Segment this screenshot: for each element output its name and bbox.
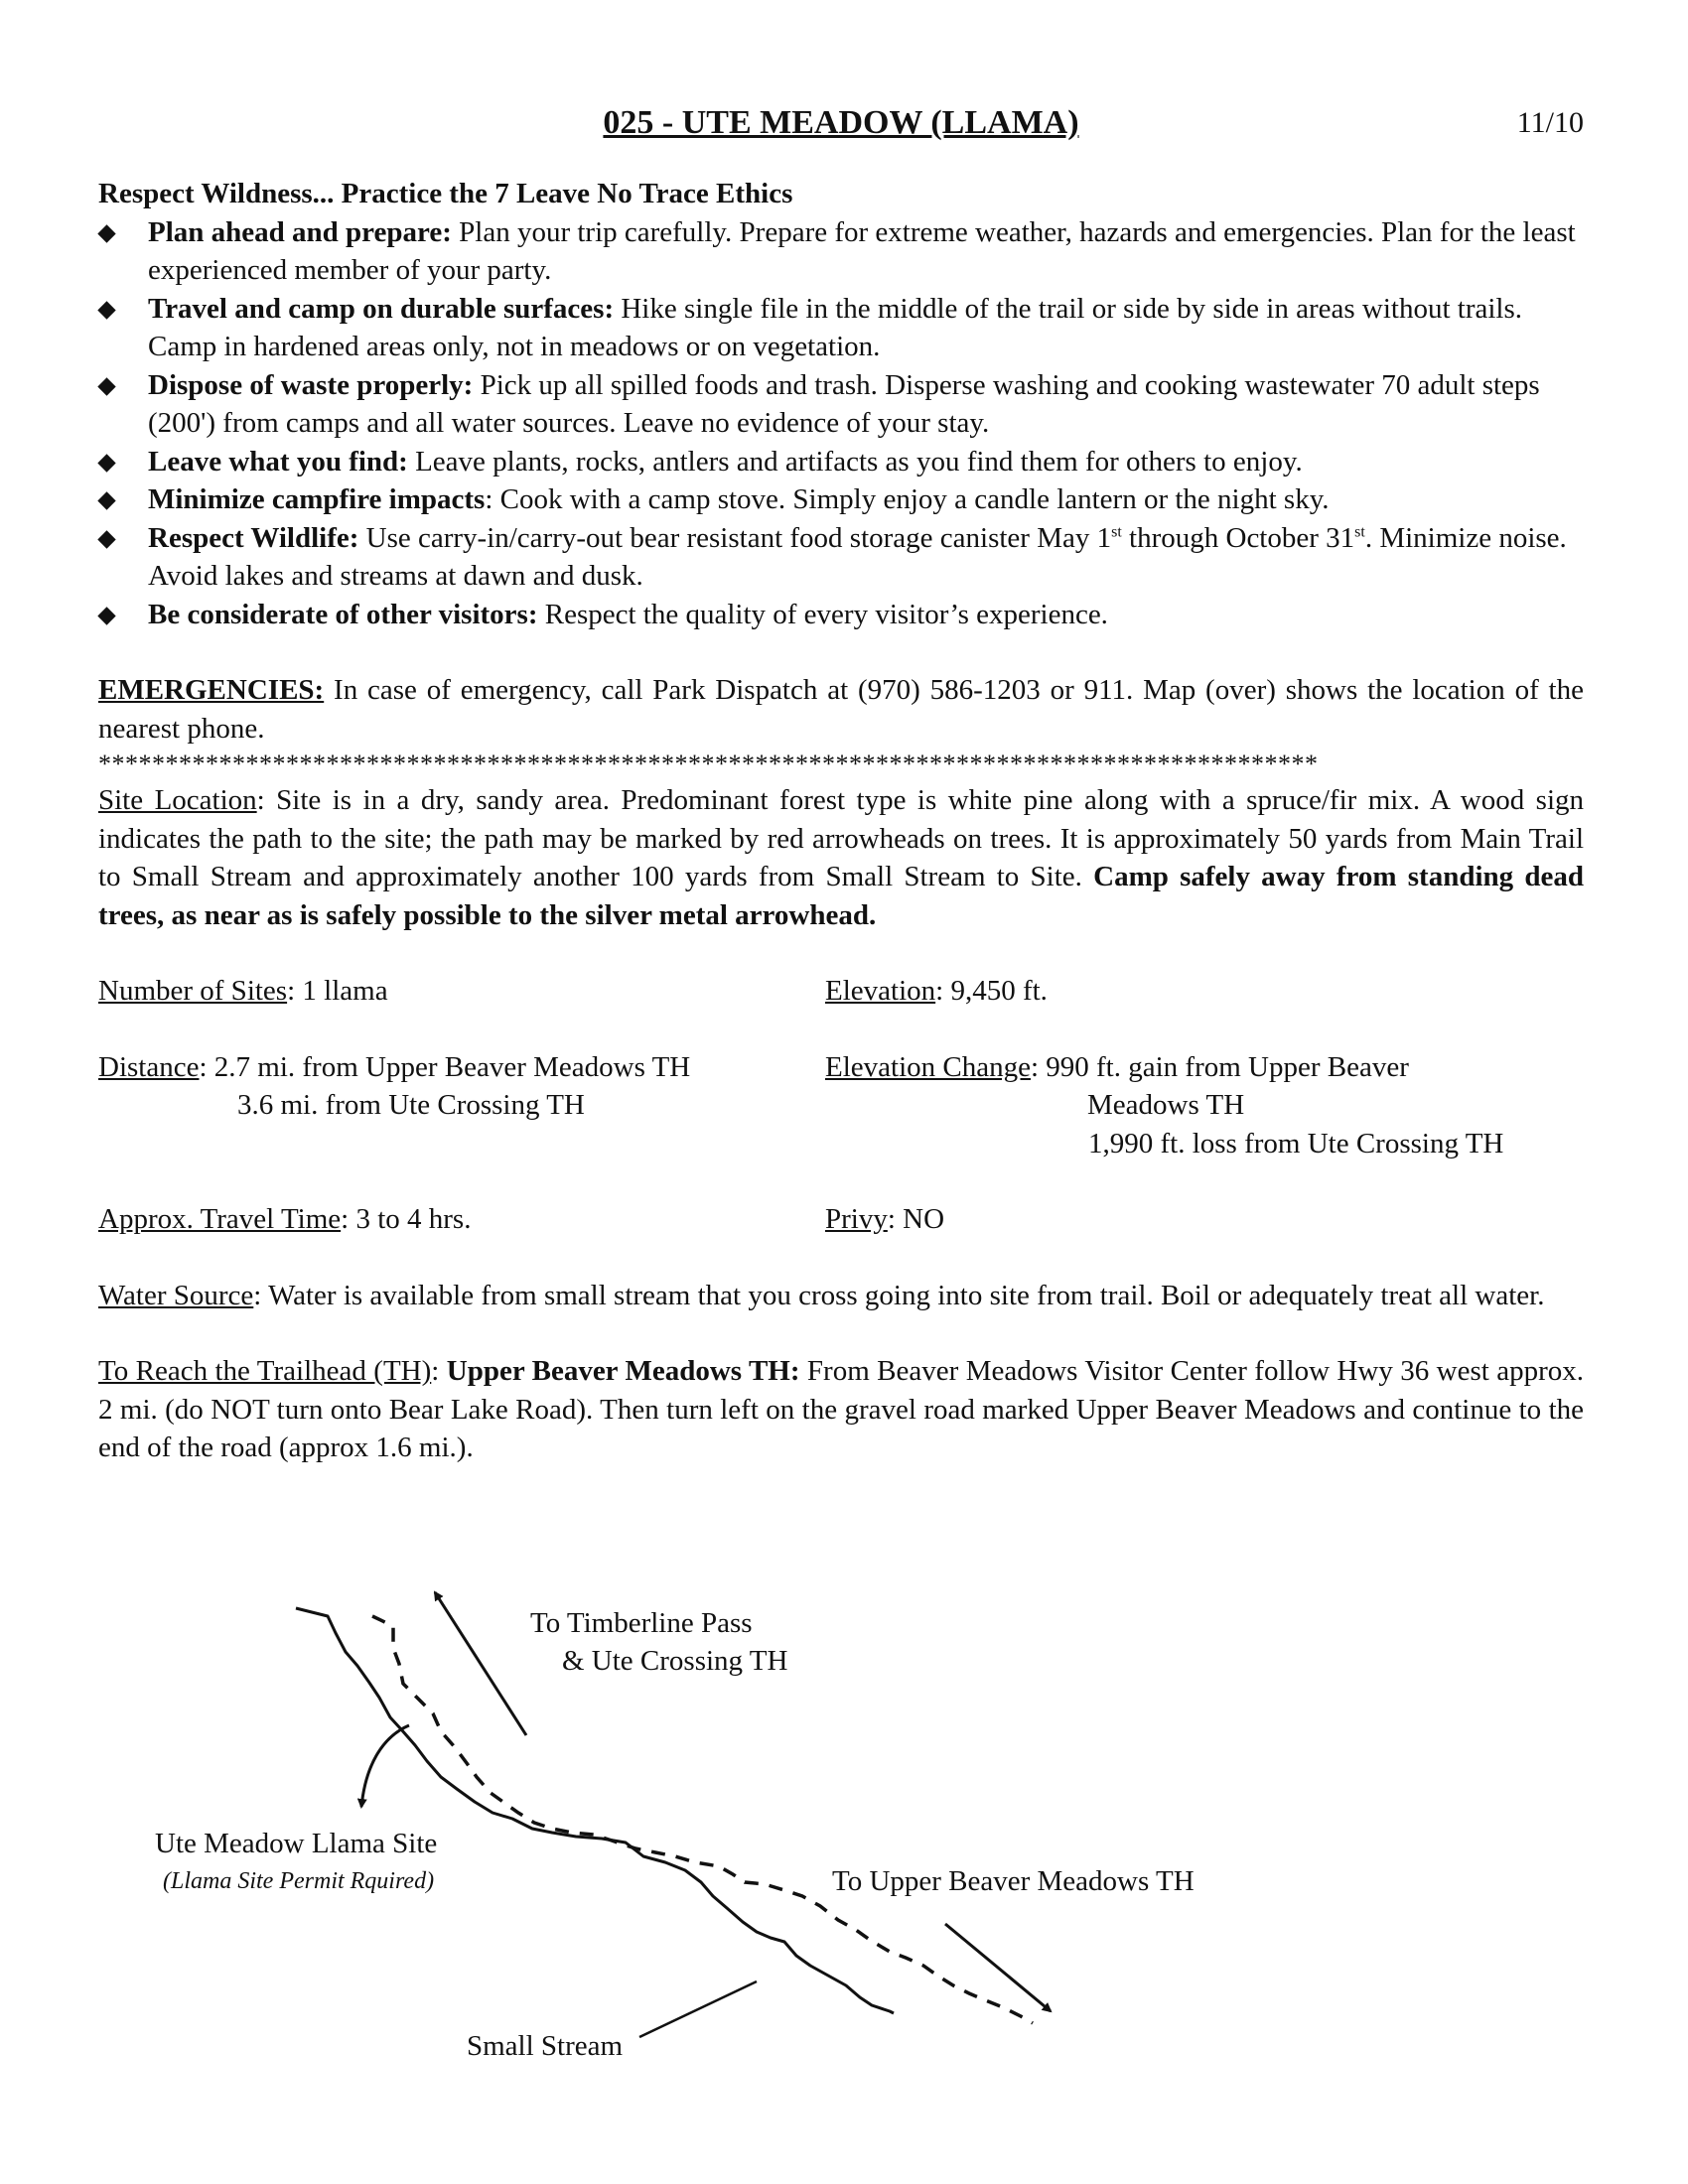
elevation-fact — [825, 972, 1580, 1011]
revision-date: 11/10 — [1516, 106, 1584, 139]
document-page — [98, 99, 1584, 1467]
page-title: 025 - UTE MEADOW (LLAMA) — [603, 104, 1079, 141]
sites-value: : 1 llama — [287, 975, 388, 1007]
arrow-to-timberline — [435, 1592, 526, 1735]
lnt-item — [98, 519, 1584, 596]
site-path-line — [361, 1725, 409, 1807]
distance-fact — [98, 1048, 825, 1163]
distance-value-2: 3.6 mi. from Ute Crossing TH — [237, 1089, 585, 1121]
distance-value: : 2.7 mi. from Upper Beaver Meadows TH — [199, 1050, 691, 1083]
distance-label: Distance — [98, 1050, 200, 1083]
bullet-diamond-icon — [97, 530, 115, 548]
lnt-heading: Respect Wildness... Practice the 7 Leave No Trace Ethics — [98, 178, 793, 209]
trailhead-label: To Reach the Trailhead (TH) — [98, 1355, 432, 1387]
lnt-list — [98, 213, 1584, 634]
lnt-item-label: Minimize campfire impacts — [148, 483, 486, 515]
superscript: st — [1111, 522, 1122, 540]
lnt-item-text: Use carry-in/carry-out bear resistant food storage canister May 1 — [358, 521, 1112, 554]
lnt-item-label: Travel and camp on durable surfaces: — [148, 292, 615, 325]
arrow-to-upper-beaver — [945, 1924, 1051, 2011]
privy-label: Privy — [825, 1203, 888, 1235]
map-label-upper-beaver: To Upper Beaver Meadows TH — [832, 1865, 1195, 1897]
bullet-diamond-icon — [97, 454, 115, 472]
separator-line: ******************************************************************************************* — [98, 750, 1319, 778]
lnt-item — [98, 290, 1584, 366]
lnt-item-text: : Cook with a camp stove. Simply enjoy a candle lantern or the night sky. — [485, 483, 1330, 515]
bullet-diamond-icon — [97, 607, 115, 624]
bullet-diamond-icon — [97, 301, 115, 319]
map-label-ute-crossing: & Ute Crossing TH — [562, 1645, 788, 1677]
elevation-change-value-2: 1,990 ft. loss from Ute Crossing TH — [1088, 1127, 1504, 1160]
superscript: st — [1354, 522, 1365, 540]
lnt-item — [98, 213, 1584, 290]
elevation-change-label: Elevation Change — [825, 1050, 1031, 1083]
lnt-item-label: Respect Wildlife: — [148, 521, 359, 554]
map-label-small-stream: Small Stream — [467, 2030, 624, 2062]
lnt-item-label: Dispose of waste properly: — [148, 368, 474, 401]
elevation-change-value-cont: Meadows TH — [1087, 1089, 1245, 1121]
trailhead-name: Upper Beaver Meadows TH: — [446, 1355, 800, 1387]
bullet-diamond-icon — [97, 491, 115, 509]
elevation-label: Elevation — [825, 975, 936, 1007]
lnt-item — [98, 443, 1584, 481]
emergencies-paragraph — [98, 671, 1584, 748]
lnt-item-text: . Minimize noise. Avoid lakes and streams at dawn and dusk. — [148, 521, 1567, 592]
map-label-timberline: To Timberline Pass — [530, 1607, 753, 1639]
travel-time-value: : 3 to 4 hrs. — [341, 1203, 472, 1235]
water-source-paragraph — [98, 1277, 1584, 1315]
site-location-text: : Site is in a dry, sandy area. Predominant forest type is white pine along with a spruce/fir mix. A wood sign indicates the path to the site; the path may be marked by red arrowheads on trees. It is approximately 50 yards from Main Trail to Small Stream and approximately another 100 yards from Small Stream to Site. — [98, 784, 1584, 892]
bullet-diamond-icon — [97, 377, 115, 395]
water-source-text: : Water is available from small stream that you cross going into site from trail. Boil or adequately treat all water. — [253, 1279, 1545, 1311]
lnt-item-text: Pick up all spilled foods and trash. Disperse washing and cooking wastewater 70 adult steps (200') from camps and all water sources. Leave no evidence of your stay. — [148, 368, 1540, 439]
travel-time-fact — [98, 1200, 825, 1239]
lnt-item-label: Plan ahead and prepare: — [148, 215, 452, 248]
site-location-paragraph — [98, 781, 1584, 934]
travel-time-label: Approx. Travel Time — [98, 1203, 342, 1235]
sites-fact — [98, 972, 825, 1011]
lnt-item-text: Leave plants, rocks, antlers and artifacts as you find them for others to enjoy. — [407, 445, 1303, 478]
lnt-item — [98, 366, 1584, 443]
trailhead-paragraph — [98, 1352, 1584, 1467]
site-location-label: Site Location — [98, 784, 257, 816]
header — [98, 99, 1584, 147]
site-facts-row — [98, 972, 1584, 1011]
bullet-diamond-icon — [97, 224, 115, 242]
lnt-item — [98, 596, 1584, 634]
lnt-item-text: Plan your trip carefully. Prepare for extreme weather, hazards and emergencies. Plan for the least experienced member of your party. — [148, 215, 1576, 286]
map-label-llama-site: Ute Meadow Llama Site — [155, 1828, 438, 1859]
lnt-item-label: Be considerate of other visitors: — [148, 598, 538, 630]
distance-facts-row — [98, 1048, 1584, 1163]
trailhead-text: From Beaver Meadows Visitor Center follow Hwy 36 west approx. 2 mi. (do NOT turn onto Bear Lake Road). Then turn left on the gravel road marked Upper Beaver Meadows and continue to the end of the road (approx 1.6 mi.). — [98, 1355, 1585, 1463]
lnt-item-text: Hike single file in the middle of the trail or side by side in areas without trails. Camp in hardened areas only, not in meadows or on vegetation. — [148, 292, 1523, 362]
lnt-item-label: Leave what you find: — [148, 445, 408, 478]
sites-label: Number of Sites — [98, 975, 288, 1007]
elevation-change-fact — [825, 1048, 1580, 1163]
trail-map — [0, 1569, 1688, 2085]
travel-facts-row — [98, 1200, 1584, 1239]
trailhead-colon: : — [431, 1355, 447, 1387]
small-stream-pointer — [639, 1981, 757, 2037]
emergencies-label: EMERGENCIES: — [98, 674, 325, 706]
lnt-item-text: through October 31 — [1121, 521, 1355, 554]
privy-fact — [825, 1200, 1580, 1239]
water-source-label: Water Source — [98, 1279, 254, 1311]
elevation-value: : 9,450 ft. — [935, 975, 1048, 1007]
emergencies-text: In case of emergency, call Park Dispatch at (970) 586-1203 or 911. Map (over) shows the location of the nearest phone. — [98, 674, 1584, 745]
lnt-item-text: Respect the quality of every visitor’s experience. — [537, 598, 1108, 630]
site-location-warning: Camp safely away from standing dead trees, as near as is safely possible to the silver metal arrowhead. — [98, 861, 1584, 931]
lnt-item — [98, 480, 1584, 519]
privy-value: : NO — [887, 1203, 945, 1235]
map-label-permit: (Llama Site Permit Rquired) — [163, 1868, 435, 1894]
elevation-change-value: : 990 ft. gain from Upper Beaver — [1030, 1050, 1409, 1083]
